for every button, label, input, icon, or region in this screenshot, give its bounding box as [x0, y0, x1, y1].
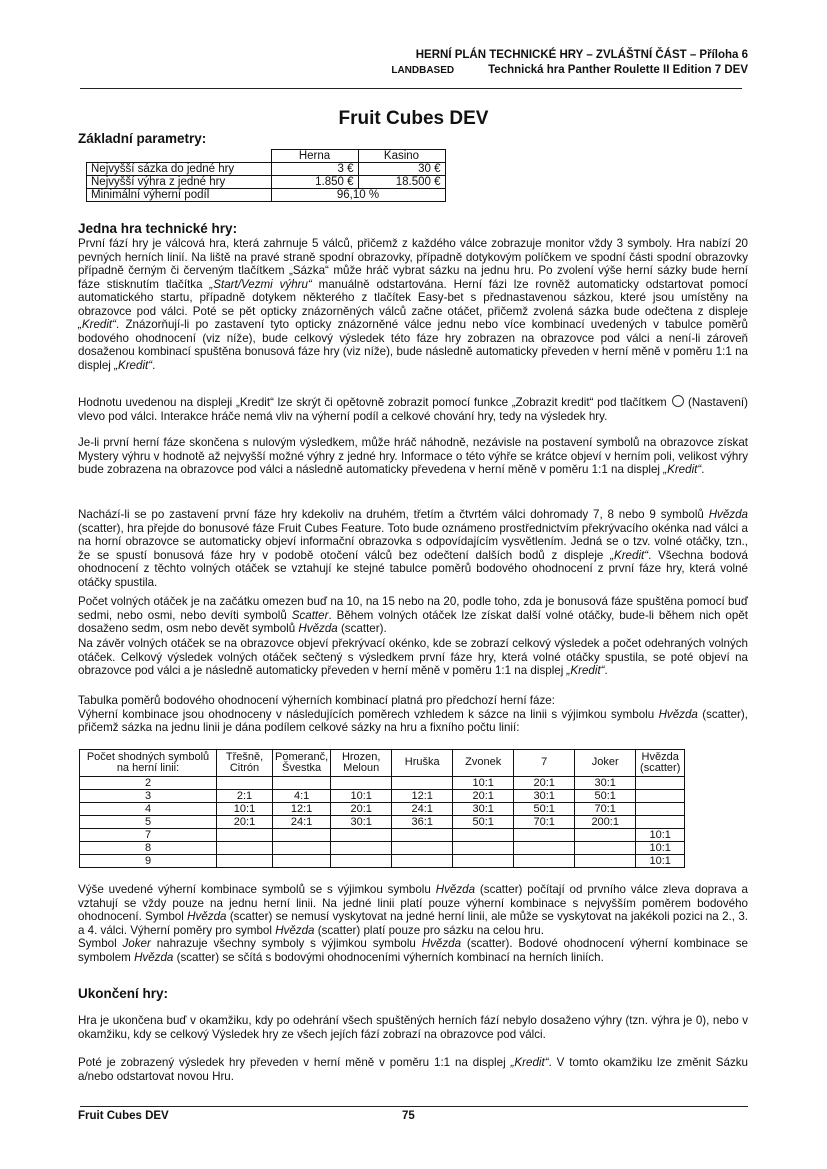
paytable-header: [80, 750, 685, 777]
table-row: 2 10:1 20:1 30:1: [80, 777, 685, 790]
table-row: Minimální výherní podíl 96,10 %: [87, 189, 446, 202]
page-header: [391, 48, 748, 78]
table-row: 4 10:1 12:1 20:1 24:1 30:1 50:1 70:1: [80, 803, 685, 816]
paragraph: Hra je ukončena buď v okamžiku, kdy po odehrání všech spuštěných herních fází nebylo dosaženo výhry (tzn. výhra je 0), nebo v okamžiku, kdy se celkový Výsledek hry ze všech jejích fází zobrazí na obrazovce pod válci.: [78, 1014, 748, 1041]
footer-divider: [80, 1106, 748, 1107]
page-number: 75: [402, 1110, 415, 1122]
header-title: HERNÍ PLÁN TECHNICKÉ HRY – ZVLÁŠTNÍ ČÁST – Příloha 6: [415, 49, 748, 61]
paragraph: Výše uvedené výherní kombinace symbolů se s výjimkou symbolu Hvězda (scatter) počítají od prvního válce zleva doprava a vztahují se vždy pouze na jednu herní linii. Na jedné linii platí pouze výherní kombinace s nejvyšším poměrem bodového ohodnocení. Symbol Hvězda (scatter) se nemusí vyskytovat na jedné herní linii, ale může se vyskytovat na jakékoli pozici na 2., 3. a 4. válci. Výherní poměry pro symbol Hvězda (scatter) platí pouze pro sázku na celou hru. Symbol Joker nahrazuje všechny symboly s výjimkou symbolu Hvězda (scatter). Bodové ohodnocení výherní kombinace se symbolem Hvězda (scatter) se sčítá s bodovými ohodnoceními výherních kombinací na herních liniích.: [78, 883, 748, 964]
col-header: 7: [514, 750, 575, 777]
col-header-herna: Herna: [271, 150, 358, 163]
table-row: Nejvyšší výhra z jedné hry 1.850 € 18.500 €: [87, 176, 446, 189]
table-row: 5 20:1 24:1 30:1 36:1 50:1 70:1 200:1: [80, 816, 685, 829]
col-header-kasino: Kasino: [358, 150, 445, 163]
footer-title: Fruit Cubes DEV: [78, 1110, 169, 1122]
col-header: Hvězda (scatter): [636, 750, 685, 777]
page-title: Fruit Cubes DEV: [338, 108, 489, 129]
table-row: Nejvyšší sázka do jedné hry 3 € 30 €: [87, 163, 446, 176]
col-header: Počet shodných symbolů na herní linii:: [80, 750, 217, 777]
paragraph: Poté je zobrazený výsledek hry převeden v herní měně v poměru 1:1 na displej „Kredit“. V tomto okamžiku lze změnit Sázku a/nebo odstartovat novou Hru.: [78, 1056, 749, 1083]
col-header: Pomeranč, Švestka: [273, 750, 331, 777]
gear-icon: [672, 395, 684, 407]
header-subtitle: Technická hra Panther Roulette II Edition 7 DEV: [488, 64, 748, 76]
paragraph: Hodnotu uvedenou na displeji „Kredit“ lze skrýt či opětovně zobrazit pomocí funkce „Zobrazit kredit“ pod tlačítkem (Nastavení) vlevo pod válci. Interakce hráče nemá vliv na výherní podíl a celkové chování hry, tedy na výsledek hry.: [78, 396, 748, 423]
header-divider: [80, 88, 742, 89]
col-header: Hruška: [392, 750, 453, 777]
col-header: Hrozen, Meloun: [331, 750, 392, 777]
paragraph: Na závěr volných otáček se na obrazovce objeví překrývací okénko, kde se zobrazí celkový výsledek a počet odehraných volných otáček. Celkový výsledek volných otáček sečtený s výsledkem první fáze hry, která volné otáčky spustila, se poté objeví na obrazovce pod válci a je následně automaticky převeden v herní měně v poměru 1:1 na displej „Kredit“.: [78, 637, 748, 677]
section-heading-game: Jedna hra technické hry:: [78, 221, 238, 236]
header-label: LANDBASED: [391, 65, 455, 76]
paytable: [79, 749, 685, 868]
basic-params-table: [86, 149, 446, 202]
table-row: 9 10:1: [80, 855, 685, 868]
paragraph: Tabulka poměrů bodového ohodnocení výherních kombinací platná pro předchozí herní fáze: Výherní kombinace jsou ohodnoceny v následujících poměrech vzhledem k sázce na linii s výjimkou symbolu Hvězda (scatter), přičemž sázka na jednu linii je dána podílem celkové sázky na hru a fixního počtu linií:: [78, 694, 748, 734]
col-header: Třešně, Citrón: [217, 750, 273, 777]
basic-params-heading: Základní parametry:: [78, 131, 207, 146]
paragraph: Nachází-li se po zastavení první fáze hry kdekoliv na druhém, třetím a čtvrtém válci dohromady 7, 8 nebo 9 symbolů Hvězda (scatter), hra přejde do bonusové fáze Fruit Cubes Feature. Toto bude oznámeno prostřednictvím překrývacího okénka nad válci a na horní obrazovce se automaticky objeví informační obrazovka s odpovídajícím vysvětlením. Jedná se o tzv. volné otáčky, tzn., že se spustí bonusová fáze hry v podobě otočení válců bez odečtení dalších bodů z displeje „Kredit“. Všechna bodová ohodnocení z těchto volných otáček se vztahují ke stejné tabulce poměrů bodového ohodnocení z první fáze hry, která volné otáčky spustila.: [78, 508, 748, 589]
paragraph: První fází hry je válcová hra, která zahrnuje 5 válců, přičemž z každého válce zobrazuje monitor vždy 3 symboly. Hra nabízí 20 pevných herních linií. Na liště na pravé straně spodní obrazovky, případně dotykovým políčkem ve spodní části spodní obrazovky případně černým či červeným tlačítkem „Sázka“ může hráč vybrat sázku na jednu hru. Po zvolení výše herní sázky bude herní fáze stisknutím tlačítka „Start/Vezmi výhru“ manuálně odstartována. Herní fázi lze rovněž automaticky odstartovat pomocí automatického startu, případně dotykem některého z tlačítek Easy-bet s přednastavenou sázkou, které jsou umístěny na obrazovce pod válci. Poté se pět opticky znázorněných válců začne otáčet, přičemž zvolená sázka bude odečtena z displeje „Kredit“. Znázorňují-li po zastavení tyto opticky znázorněné válce jednu nebo více kombinací uvedených v tabulce poměrů bodového ohodnocení (viz níže), bude celkový výsledek této fáze hry zobrazen na obrazovce pod válci a není-li zároveň dosaženou kombinací spuštěna bonusová fáze hry (viz níže), bude následně automaticky převeden v herní měně v poměru 1:1 na displej „Kredit“.: [78, 237, 748, 372]
table-row: 8 10:1: [80, 842, 685, 855]
section-heading-end: Ukončení hry:: [78, 986, 169, 1001]
col-header: Zvonek: [453, 750, 514, 777]
col-header: Joker: [575, 750, 636, 777]
table-row: 7 10:1: [80, 829, 685, 842]
table-row: 3 2:1 4:1 10:1 12:1 20:1 30:1 50:1: [80, 790, 685, 803]
paragraph: Je-li první herní fáze skončena s nulovým výsledkem, může hráč náhodně, nezávisle na postavení symbolů na obrazovce získat Mystery výhru v hodnotě až nejvyšší možné výhry z jedné hry. Informace o této výhře se krátce objeví v herním poli, velikost výhry bude zobrazena na obrazovce pod válci a následně automaticky převedena v herní měně v poměru 1:1 na displej „Kredit“.: [78, 436, 748, 476]
paragraph: Počet volných otáček je na začátku omezen buď na 10, na 15 nebo na 20, podle toho, zda je bonusová fáze spuštěna pomocí buď sedmi, nebo osmi, nebo devíti symbolů Scatter. Během volných otáček lze získat další volné otáčky, bude-li během nich opět dosaženo sedm, osm nebo devět symbolů Hvězda (scatter).: [78, 595, 748, 635]
